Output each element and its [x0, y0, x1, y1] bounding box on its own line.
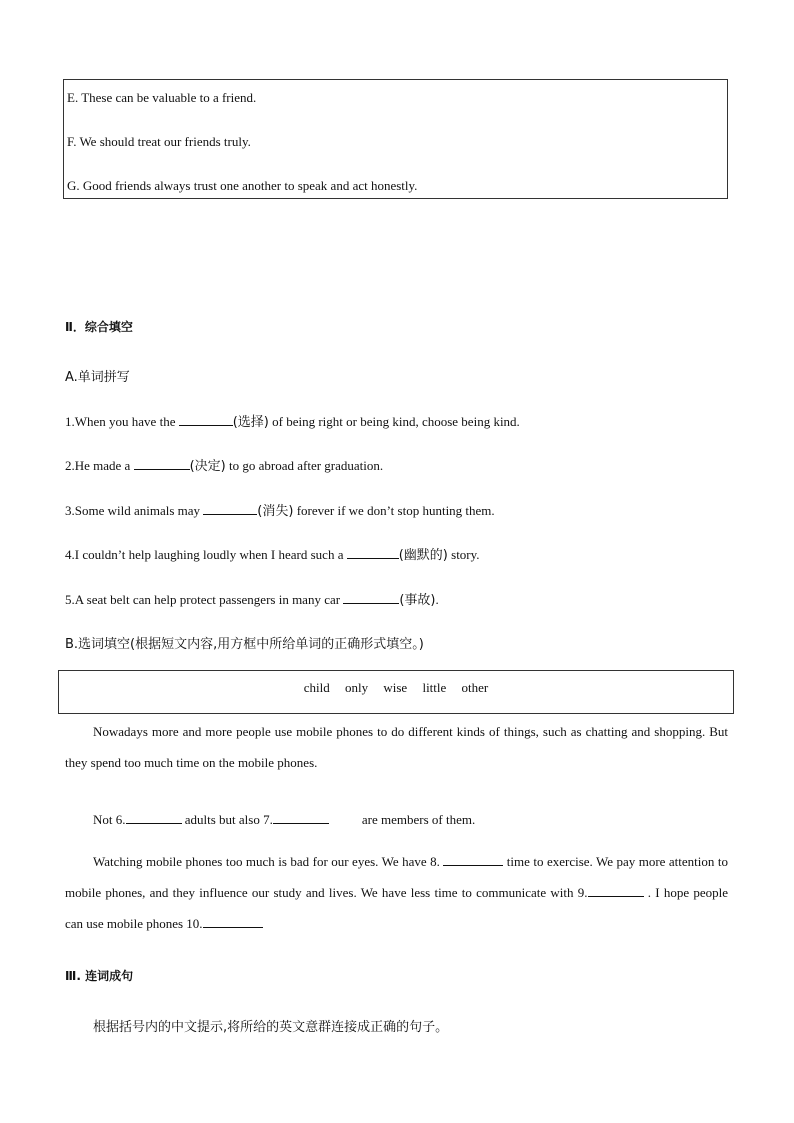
part-a-title: A.单词拼写	[65, 370, 130, 385]
answer-blank[interactable]	[343, 591, 399, 604]
spelling-item-2: 2.He made a (决定) to go abroad after graduation.	[65, 458, 384, 474]
word-list	[59, 680, 733, 696]
section2-title: Ⅱ．综合填空	[65, 320, 133, 334]
spelling-item-4: 4.I couldn’t help laughing loudly when I heard such a (幽默的) story.	[65, 547, 480, 563]
answer-blank-6[interactable]	[126, 811, 182, 824]
answer-blank[interactable]	[179, 413, 233, 426]
part-b-title: B.选词填空(根据短文内容,用方框中所给单词的正确形式填空。)	[65, 637, 424, 652]
section3-title: Ⅲ. 连词成句	[65, 969, 134, 983]
passage-paragraph-1: Nowadays more and more people use mobile phones to do different kinds of things, such as chatting and shopping. But they spend too much time on the mobile phones.	[65, 724, 728, 770]
answer-blank-9[interactable]	[588, 884, 644, 897]
answer-blank-10[interactable]	[203, 915, 263, 928]
answer-blank[interactable]	[347, 546, 399, 559]
answer-blank-8[interactable]	[443, 853, 503, 866]
answer-blank[interactable]	[203, 502, 257, 515]
answer-blank-7[interactable]	[273, 811, 329, 824]
passage-paragraph-3: Watching mobile phones too much is bad for our eyes. We have 8. time to exercise. We pay more attention to mobile phones, and they influence our study and lives. We have less time to communicate with 9. . I hope people can use mobile phones 10.	[65, 854, 728, 931]
section3-instruction: 根据括号内的中文提示,将所给的英文意群连接成正确的句子。	[93, 1020, 449, 1035]
answer-blank[interactable]	[134, 457, 190, 470]
word-option: little	[422, 680, 447, 695]
spelling-item-1: 1.When you have the (选择) of being right or being kind, choose being kind.	[65, 414, 520, 430]
option-g: G. Good friends always trust one another to speak and act honestly.	[67, 178, 418, 193]
word-option: only	[344, 680, 369, 695]
word-option: child	[303, 680, 330, 695]
spelling-item-5: 5.A seat belt can help protect passengers in many car (事故).	[65, 592, 439, 608]
passage-paragraph-2: Not 6. adults but also 7. are members of them.	[93, 812, 476, 827]
spelling-item-3: 3.Some wild animals may (消失) forever if we don’t stop hunting them.	[65, 503, 495, 519]
word-option: other	[461, 680, 489, 695]
word-box	[58, 670, 734, 714]
option-f: F. We should treat our friends truly.	[67, 134, 251, 149]
options-box	[63, 79, 728, 199]
option-e: E. These can be valuable to a friend.	[67, 90, 257, 105]
word-option: wise	[383, 680, 408, 695]
